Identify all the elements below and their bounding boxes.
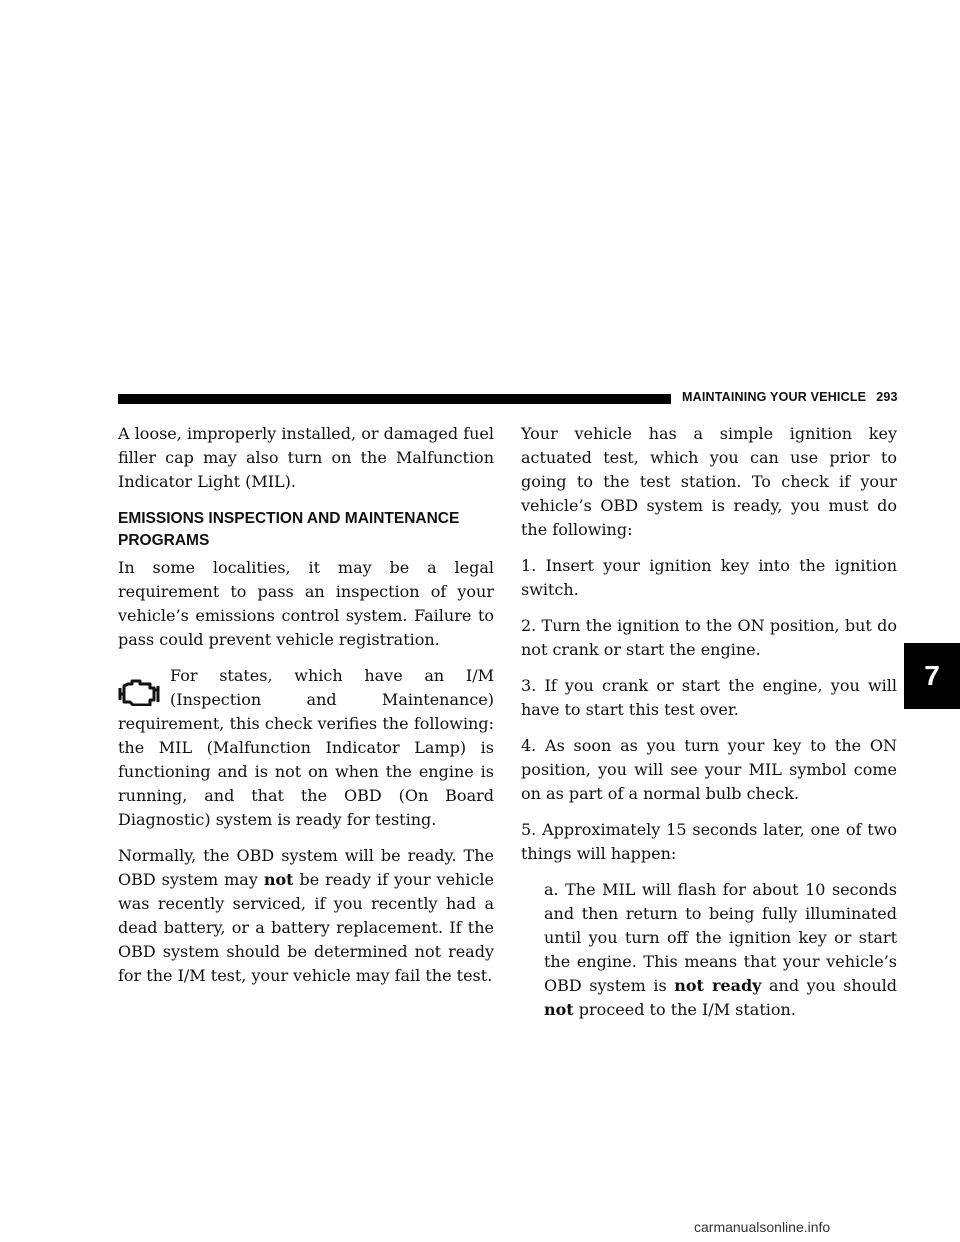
paragraph-im-check (118, 664, 494, 832)
page-number: 293 (876, 390, 898, 404)
running-header (682, 390, 902, 404)
check-engine-icon (118, 678, 162, 706)
paragraph-intro: Your vehicle has a simple ignition key actuated test, which you can use prior to going to the test station. To check if your vehicle’s OBD system is ready, you must do the following: (521, 424, 897, 539)
sub-step-a: a. The MIL will flash for about 10 seconds and then return to being fully illuminated until you turn off the ignition key or start the engine. This means that your vehicle’s OBD system is not ready and you should not proceed to the I/M station. (544, 880, 897, 1019)
header-rule (118, 394, 671, 404)
step-4: 4. As soon as you turn your key to the ON position, you will see your MIL symbol come on as part of a normal bulb check. (521, 736, 897, 803)
step-2: 2. Turn the ignition to the ON position, but do not crank or start the engine. (521, 616, 897, 659)
right-column (521, 422, 897, 1034)
step-5: 5. Approximately 15 seconds later, one of two things will happen: (521, 820, 897, 863)
paragraph-fuel-cap: A loose, improperly installed, or damaged fuel filler cap may also turn on the Malfunction Indicator Light (MIL). (118, 424, 494, 491)
paragraph-localities: In some localities, it may be a legal requirement to pass an inspection of your vehicle’s emissions control system. Failure to pass could prevent vehicle registration. (118, 558, 494, 649)
step-3: 3. If you crank or start the engine, you will have to start this test over. (521, 676, 897, 719)
left-column (118, 422, 494, 1000)
footer-watermark: carmanualsonline.info (694, 1219, 831, 1235)
im-check-text: For states, which have an I/M (Inspection and Maintenance) requirement, this check verifies the following: the MIL (Malfunction Indicator Lamp) is functioning and is not on when the engine is running, and that the OBD (On Board Diagnostic) system is ready for testing. (118, 666, 494, 829)
header-title: MAINTAINING YOUR VEHICLE (682, 390, 867, 404)
section-heading: EMISSIONS INSPECTION AND MAINTENANCE PROGRAMS (118, 510, 460, 549)
step-1: 1. Insert your ignition key into the ignition switch. (521, 556, 897, 599)
paragraph-obd-ready: Normally, the OBD system will be ready. The OBD system may not be ready if your vehicle was recently serviced, if you recently had a dead battery, or a battery replacement. If the OBD system should be determined not ready for the I/M test, your vehicle may fail the test. (118, 846, 495, 985)
chapter-tab: 7 (904, 643, 960, 709)
